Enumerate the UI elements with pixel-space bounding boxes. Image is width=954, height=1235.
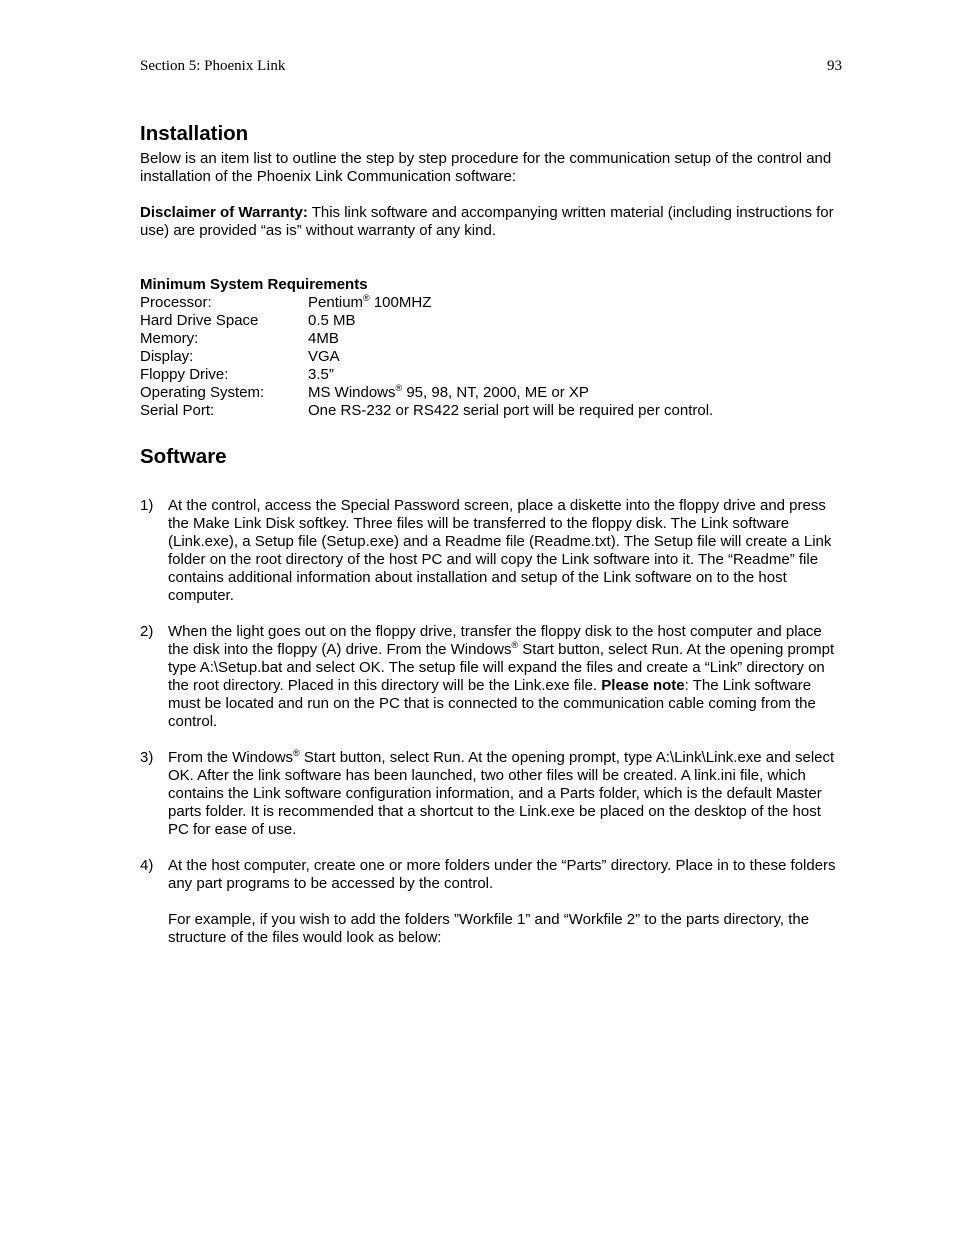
step-text-part: : The Link software must be located and run on the PC that is connected to the communication cable coming from the control. xyxy=(168,677,816,730)
requirements-table xyxy=(140,294,844,420)
requirement-label: Operating System: xyxy=(140,384,265,401)
step-item xyxy=(140,623,844,731)
requirement-row-floppy xyxy=(140,366,844,384)
software-steps-list xyxy=(140,497,844,947)
step-text-part: Start button, select Run. At the opening prompt, type A:\Link\Link.exe and select OK. After the link software has been launched, two other files will be created. A link.ini file, which contains the Link software configuration information, and a Parts folder, which is the default Master parts folder. It is recommended that a shortcut to the Link.exe be placed on the desktop of the host PC for ease of use. xyxy=(168,749,835,838)
requirement-label: Hard Drive Space xyxy=(140,312,259,329)
software-heading: Software xyxy=(140,445,227,468)
requirement-row-os xyxy=(140,384,844,402)
step-text-part: Start button, select Run. At the opening prompt type A:\Setup.bat and select OK. The setup file will expand the files and create a “Link” directory on the root directory. Placed in this directory will be the Link.exe file. xyxy=(168,641,835,694)
step-text xyxy=(168,749,844,839)
processor-speed: 100MHZ xyxy=(369,294,432,311)
requirement-row-memory xyxy=(140,330,844,348)
requirement-label: Serial Port: xyxy=(140,402,215,419)
step-text-part: From the Windows xyxy=(168,749,294,766)
example-text: For example, if you wish to add the folders ”Workfile 1” and “Workfile 2” to the parts directory, the structure of the files would look as below: xyxy=(168,911,810,946)
requirement-value: 4MB xyxy=(308,330,339,347)
section-title: Section 5: Phoenix Link xyxy=(140,58,286,74)
step-text: At the host computer, create one or more folders under the “Parts” directory. Place in to these folders any part programs to be accessed by the control. xyxy=(168,857,836,892)
step-body xyxy=(168,623,844,731)
registered-mark: ® xyxy=(511,640,519,650)
page-content xyxy=(140,120,844,965)
registered-mark: ® xyxy=(363,293,370,303)
os-versions: 95, 98, NT, 2000, ME or XP xyxy=(402,384,589,401)
registered-mark: ® xyxy=(395,383,403,393)
requirement-value xyxy=(308,384,844,402)
requirement-label: Floppy Drive: xyxy=(140,366,229,383)
step-number: 1) xyxy=(140,497,154,514)
step-number: 2) xyxy=(140,623,154,640)
step-body xyxy=(168,749,844,839)
note-label: Please note xyxy=(601,677,685,694)
requirement-label: Display: xyxy=(140,348,194,365)
disclaimer-label: Disclaimer of Warranty: xyxy=(140,204,308,221)
page-number: 93 xyxy=(827,58,842,74)
disclaimer-text: This link software and accompanying written material (including instructions for use) are provided “as is” without warranty of any kind. xyxy=(140,204,834,239)
processor-value: Pentium xyxy=(308,294,364,311)
requirement-label: Processor: xyxy=(140,294,212,311)
step-item xyxy=(140,857,844,947)
requirement-row-hard-drive xyxy=(140,312,844,330)
step-body xyxy=(168,497,844,605)
step-text-part: When the light goes out on the floppy drive, transfer the floppy disk to the host computer and place the disk into the floppy (A) drive. From the Windows xyxy=(168,623,822,658)
disclaimer-paragraph xyxy=(140,204,844,240)
running-header xyxy=(140,57,842,75)
registered-mark: ® xyxy=(293,748,300,758)
requirement-label: Memory: xyxy=(140,330,199,347)
step-text xyxy=(168,623,844,731)
installation-heading: Installation xyxy=(140,122,249,145)
os-name: MS Windows xyxy=(308,384,396,401)
requirement-value: One RS-232 or RS422 serial port will be required per control. xyxy=(308,402,714,419)
requirement-row-serial xyxy=(140,402,844,420)
installation-intro: Below is an item list to outline the step by step procedure for the communication setup of the control and installation of the Phoenix Link Communication software: xyxy=(140,150,832,185)
step-item xyxy=(140,749,844,839)
requirement-row-processor xyxy=(140,294,844,312)
requirement-value xyxy=(308,294,844,312)
requirement-row-display xyxy=(140,348,844,366)
requirement-value: VGA xyxy=(308,348,340,365)
requirement-value: 3.5” xyxy=(308,366,334,383)
step-text: At the control, access the Special Password screen, place a diskette into the floppy drive and press the Make Link Disk softkey. Three files will be transferred to the floppy disk. The Link software (Link.exe), a Setup file (Setup.exe) and a Readme file (Readme.txt). The Setup file will create a Link folder on the root directory of the host PC and will copy the Link software into it. The “Readme” file contains additional information about installation and setup of the Link software on to the host computer. xyxy=(168,497,832,604)
requirements-heading: Minimum System Requirements xyxy=(140,276,368,293)
step-number: 3) xyxy=(140,749,154,766)
step-body xyxy=(168,857,844,947)
step-number: 4) xyxy=(140,857,154,874)
requirement-value: 0.5 MB xyxy=(308,312,356,329)
step-item xyxy=(140,497,844,605)
